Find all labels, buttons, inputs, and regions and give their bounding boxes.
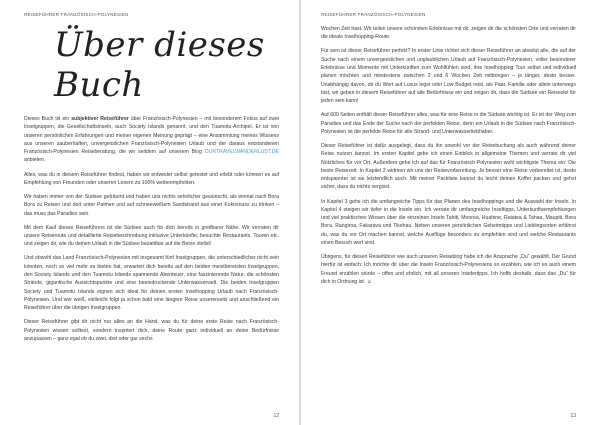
paragraph: Dieser Reiseführer gibt dir nicht nur alles an die Hand, was du für deine erste Reise nach Französisch-Polynesien wissen solltest, sondern inspiriert dich, deine Route ganz individuell an deine Bedürfnisse anzupassen – ganz egal ob du zwei, drei oder gar sechs — [24, 319, 279, 342]
running-header: REISEFÜHRER FRANZÖSISCH-POLYNESIEN — [24, 12, 129, 17]
paragraph: Übrigens, für diesen Reiseführer wie auch unseren Reiseblog habe ich die Ansprache „Du“ gewählt. Der Grund hierfür ist einfach: Ich möchte dir über die Inseln Französisch-Polynesiens so erzählen, wie ich es auch einem Freund erzählen würde – offen und ehrlich, mit all unseren Insidertipps. Ich hoffe deshalb, dass das „Du“ für dich in Ordnung ist. ☺ — [321, 254, 576, 285]
paragraph: Alles, was du in diesem Reiseführer findest, haben wir entweder selbst getestet und erlebt oder können es auf Empfehlung von Freunden oder unseren Lesern zu 100% weiterempfehlen. — [24, 171, 279, 186]
paragraph: Für wen ist dieser Reiseführer perfekt? In erster Linie richtet sich dieser Reiseführer an absolut alle, die auf der Suche nach einem unvergesslichen und unglaublichen Urlaub auf Französisch-Polynesien, voller besonderer Erlebnisse und Momente mit Unterkünften zum Wohlfühlen sind, ihre Inselhopping Tour selbst und individuell planen möchten und mindestens zwischen 2 und 6 Wochen Zeit mitbringen – je länger, desto besser. Unabhängig davon, ob du Wert auf Luxus legst oder Low Budget reist, als Paar, Familie oder allein unterwegs bist, wir geben in diesem Reiseführer auf alle Bedürfnisse ein und zeigen dir, dass die Südsee ein Reiseziel für jeden sein kann! — [321, 48, 576, 105]
page-number: 12 — [273, 413, 279, 419]
running-header: REISEFÜHRER FRANZÖSISCH-POLYNESIEN — [321, 12, 426, 17]
right-page — [301, 0, 600, 425]
paragraph: Wir haben immer von der Südsee geträumt und haben uns nichts sehnlicher gewünscht, als einmal nach Bora Bora zu Reisen und dort unter Palmen und auf schneeweißem Sandstrand aus einer Kokosnuss zu trinken – das muss das Paradies sein. — [24, 193, 279, 217]
paragraph: Auf 600 Seiten enthält dieser Reiseführer alles, was für eine Reise in die Südsee wichtig ist. Er ist der Weg zum Paradies und das Ende der Suche nach der perfekten Reise, denn ein Urlaub in die Südsee nach Französisch-Polynesien ist die perfekte Reise für alle Strand- und Unterwasserliebhaber. — [321, 112, 576, 135]
paragraph: Und obwohl das Land Französisch-Polynesien mit insgesamt fünf Inselgruppen, die unterschiedlicher nicht sein könnten, noch so viel mehr zu bieten hat, erwarten dich bereits auf den beiden meistbereisten Inselgruppen, den Society Islands und den Tuamotu Islands spannende Abenteuer, eine faszinierende Natur, die schönsten Strände, gigantische Aussichtspunkte und eine beeindruckende Unterwasserwelt. Die beiden Inselgruppen Society und Tuamotu Islands eignen sich ideal für deinen ersten Inselhopping Urlaub nach Französisch-Polynesien. Und wer weiß, vielleicht folgt ja schon bald eine längere Reise unsererseits und anschließend ein Reiseführer über die übrigen Inselgruppen. — [24, 255, 279, 312]
paragraph: In Kapitel 3 gehe ich die umfangreiche Tipps für das Planen des Inselhoppings und die Auswahl der Inseln. In Kapitel 4 steigen wir tiefer in die Inseln ein. Ich verrate dir umfangreiche Inseltipps, Unterkunftsempfehlungen und viel praktisches Wissen über die einzelnen Inseln Tahiti, Moorea, Huahine, Raiatea & Tahaa, Maupiti, Bora Bora, Rangiroa, Fakarava und Tikehau. Neben unseren persönlichen Geheimtipps und Lieblingsorten erfährst du, was du vor Ort machen kannst, welche Ausflüge besonders zu empfehlen sind und welche Restaurants einen Besuch wert sind. — [321, 198, 576, 247]
paragraph: Wochen Zeit hast. Wir teilen unsere schönsten Erlebnisse mit dir, zeigen dir die schönsten Orte und verraten dir die ideale Inselhopping-Route. — [321, 26, 576, 41]
left-page — [0, 0, 299, 425]
paragraph: Dieses Buch ist ein subjektiver Reiseführer über Französisch-Polynesien – mit besonderem Fokus auf zwei Inselgruppen, die Gesellschaftsinseln, auch Society Islands genannt, und den Tuamotu-Archipel. Er ist von unseren persönlichen Erfahrungen und meiner eigenen Meinung geprägt – eine Ansammlung meines Wissens aus unseren zauberhaften, unvergesslichen Französisch-Polynesien Urlaub und der daraus entstandenen Französisch-Polynesien Reiseberatung, die wir seitdem auf unserem Blog OURTRAVELWANDERLUST.DE anbieten. — [24, 116, 279, 164]
page-number: 13 — [570, 413, 576, 419]
paragraph: Dieser Reiseführer ist dafür ausgelegt, dass du ihn sowohl vor der Reisebuchung als auch während deiner Reise nutzen kannst. Im ersten Kapitel gebe ich einen Einblick in allgemeine Themen und verrate dir viel Nützliches für vor Ort. Außerdem gehe ich auf das für Französisch-Polynesien wohl wichtigste Thema ein: Die beste Reisezeit. In Kapitel 2 widmen wir uns der Reisevorbereitung. Je besser eine Reise vorbereitet ist, desto entspannter ist sie letztendlich auch. Mit meiner Packliste kannst du leicht deinen Koffer packen und gehst sicher, dass du nichts vergisst. — [321, 142, 576, 191]
blog-link[interactable]: OURTRAVELWANDERLUST.DE — [204, 149, 279, 156]
page-title: Über dieses Buch — [54, 25, 265, 105]
paragraph: Mit dem Kauf dieses Reiseführers ist die Südsee auch für dich bereits in greifbarer Nähe. Wir verraten dir unsere Reiseroute und detaillierte Reisebeschreibung inklusive Unterkünfte, besuchte Restaurants, Touren etc. und zeigen dir, wie du deinen Urlaub in die Südsee bezahlbar auf die Beine stellst! — [24, 224, 279, 248]
bold-phrase: subjektiver Reiseführer — [71, 116, 129, 122]
